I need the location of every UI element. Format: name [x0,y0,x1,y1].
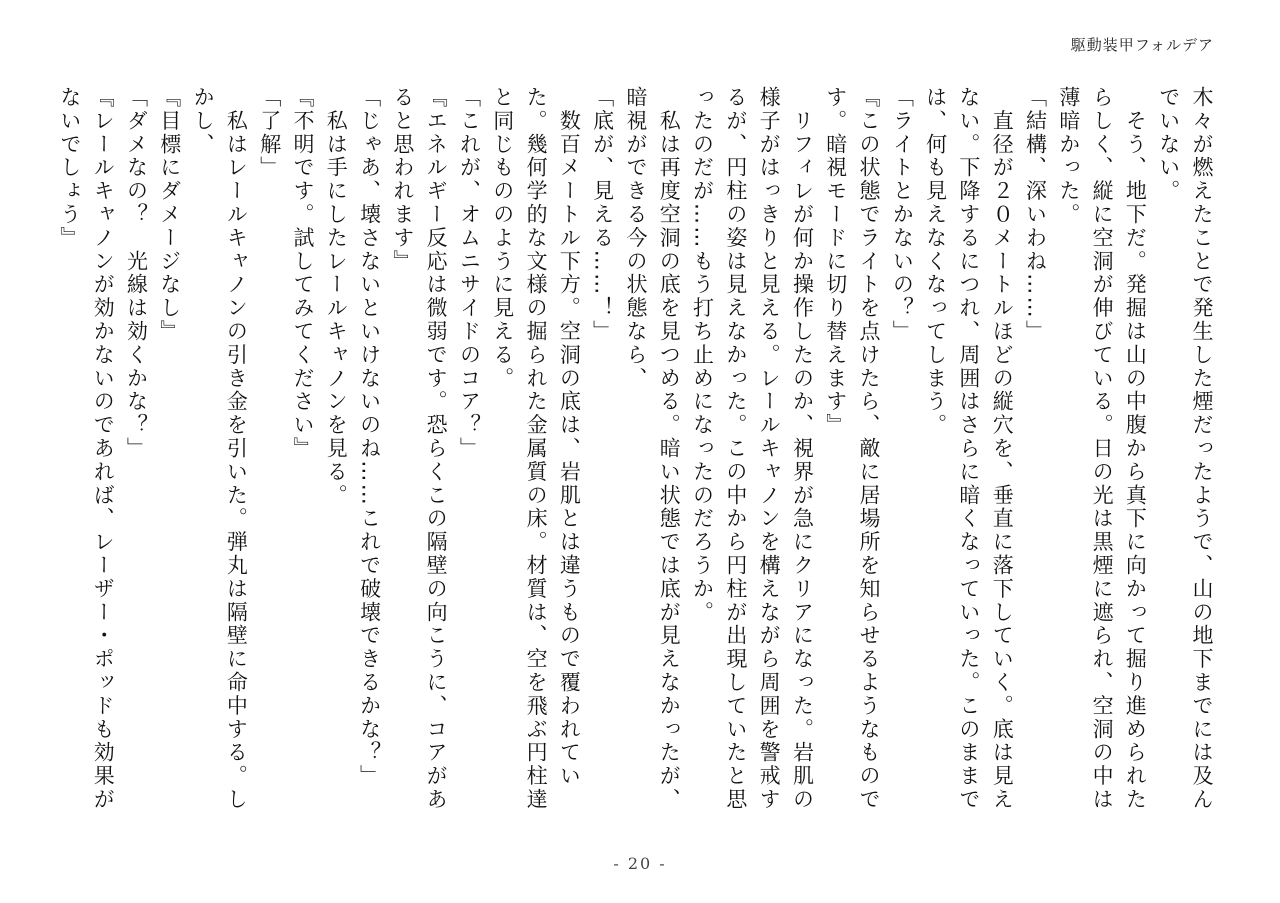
page-number: - 20 - [613,854,667,873]
paragraph: 「じゃあ、壊さないといけないのね……これで破壊できるかな？」 [357,86,382,788]
paragraph: そう、地下だ。発掘は山の中腹から真下に向かって掘り進められたらしく、縦に空洞が伸びている。日の光は黒煙に遮られ、空洞の中は薄暗かった。 [1056,86,1148,812]
paragraph: 『この状態でライトを点けたら、敵に居場所を知らせるようなものです。暗視モードに切り替えます』 [823,86,882,812]
paragraph: 『エネルギー反応は微弱です。恐らくこの隔壁の向こうに、コアがあると思われます』 [390,86,449,812]
running-header: 駆動装甲フォルデア [1070,36,1214,54]
paragraph: 木々が燃えたことで発生した煙だったようで、山の地下までには及んでいない。 [1156,86,1214,812]
vertical-body-text [58,86,1218,830]
paragraph: 直径が２０メートルほどの縦穴を、垂直に落下していく。底は見えない。下降するにつれ、周囲はさらに暗くなっていった。このままでは、何も見えなくなってしまう。 [923,86,1015,812]
paragraph: 「ダメなの？ 光線は効くかな？」 [124,86,149,461]
paragraph: 私はレールキャノンの引き金を引いた。弾丸は隔壁に命中する。しかし、 [191,86,249,812]
paragraph: 「結構、深いわね……」 [1023,86,1048,344]
paragraph: 私は手にしたレールキャノンを見る。 [324,86,349,508]
paragraph: 『レールキャノンが効かないのであれば、レーザー・ポッドも効果がないでしょう』 [58,86,116,812]
paragraph: 私は再度空洞の底を見つめる。暗い状態では底が見えなかったが、暗視ができる今の状態なら、 [623,86,682,812]
paragraph: 『目標にダメージなし』 [157,86,182,344]
paragraph: 「底が、見える……！」 [590,86,615,344]
paragraph: 「ライトとかないの？」 [890,86,915,344]
paragraph: 「了解」 [257,86,282,180]
paragraph: リフィレが何か操作したのか、視界が急にクリアになった。岩肌の様子がはっきりと見える。レールキャノンを構えながら周囲を警戒するが、円柱の姿は見えなかった。この中から円柱が出現していたと思ったのだが……もう打ち止めになったのだろうか。 [690,86,815,812]
paragraph: 『不明です。試してみてください』 [290,86,315,461]
paragraph: 数百メートル下方。空洞の底は、岩肌とは違うもので覆われていた。幾何学的な文様の掘られた金属質の床。材質は、空を飛ぶ円柱達と同じもののように見える。 [490,86,582,812]
paragraph: 「これが、オムニサイドのコア？」 [457,86,482,461]
